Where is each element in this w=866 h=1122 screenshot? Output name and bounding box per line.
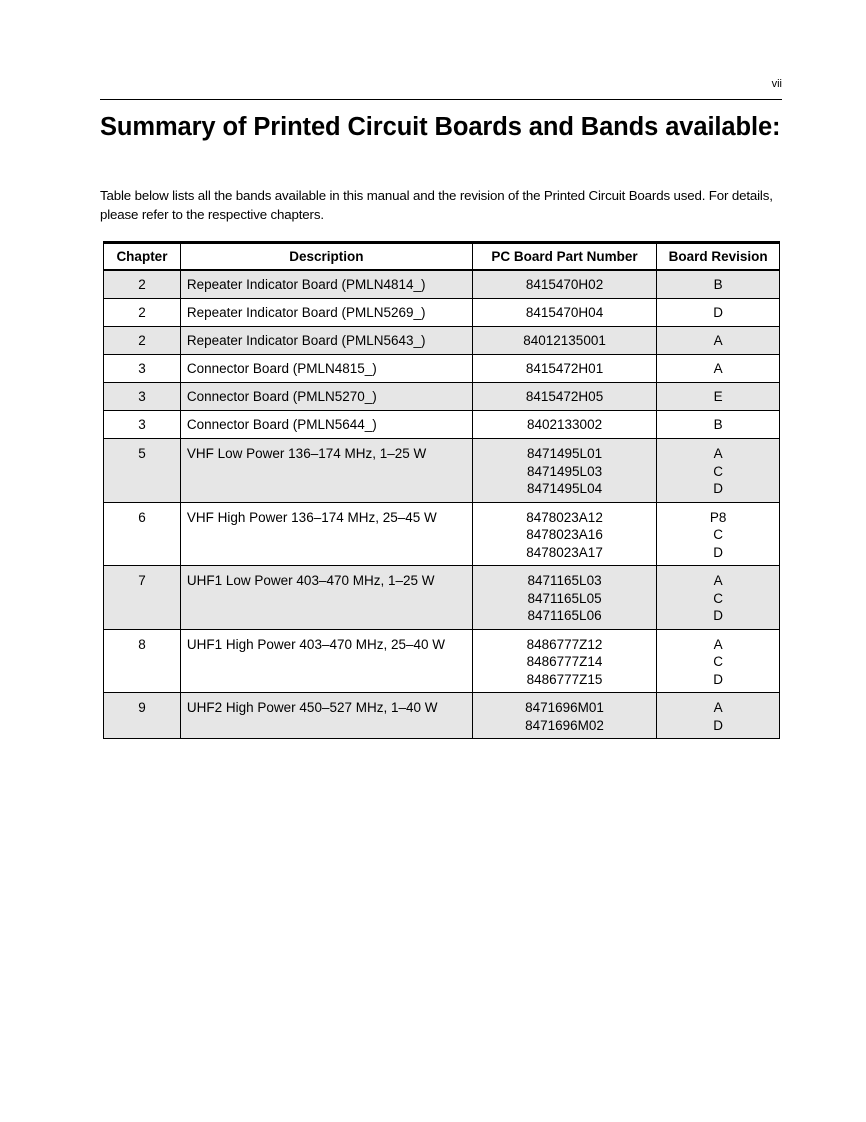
cell-description: VHF Low Power 136–174 MHz, 1–25 W (180, 439, 472, 503)
table-row (104, 327, 780, 355)
part-number-value: 8486777Z14 (526, 654, 603, 669)
part-number-value: 8486777Z15 (526, 671, 603, 687)
board-revision-value: A (713, 700, 723, 715)
part-number-value: 8471165L05 (527, 590, 602, 606)
cell-board-revision (657, 299, 780, 327)
part-number-value: 8471495L03 (527, 463, 603, 479)
header-description: Description (180, 243, 472, 271)
cell-description: UHF1 High Power 403–470 MHz, 25–40 W (180, 629, 472, 693)
cell-chapter: 8 (104, 629, 181, 693)
board-revision-value: A (713, 446, 723, 461)
cell-part-number (472, 566, 657, 630)
part-number-value: 8402133002 (527, 417, 603, 432)
cell-chapter: 3 (104, 411, 181, 439)
part-number-value: 8415472H05 (525, 389, 604, 404)
part-number-value: 8415470H04 (525, 305, 604, 320)
table-row (104, 355, 780, 383)
cell-board-revision (657, 502, 780, 566)
part-number-value: 8478023A17 (526, 544, 603, 560)
table-row (104, 629, 780, 693)
board-revision-value: D (713, 305, 724, 320)
header-part-number: PC Board Part Number (472, 243, 657, 271)
cell-description: UHF2 High Power 450–527 MHz, 1–40 W (180, 693, 472, 739)
cell-chapter: 2 (104, 270, 181, 299)
cell-part-number (472, 693, 657, 739)
board-revision-value: A (713, 361, 723, 376)
cell-part-number (472, 327, 657, 355)
cell-board-revision (657, 270, 780, 299)
board-revision-value: C (713, 590, 724, 606)
cell-chapter: 6 (104, 502, 181, 566)
header-chapter: Chapter (104, 243, 181, 271)
part-number-value: 8486777Z12 (526, 636, 603, 652)
part-number-value: 8471165L06 (527, 608, 602, 623)
cell-chapter: 2 (104, 299, 181, 327)
cell-description: Repeater Indicator Board (PMLN5643_) (180, 327, 472, 355)
cell-part-number (472, 411, 657, 439)
board-revision-value: A (713, 636, 723, 652)
part-number-value: 8471165L03 (527, 573, 602, 588)
table-row (104, 502, 780, 566)
part-number-value: 8471495L04 (527, 481, 603, 496)
intro-paragraph: Table below lists all the bands available in this manual and the revision of the Printed Circuit Boards used. For details, please refer to the respective chapters. (100, 188, 773, 222)
board-revision-value: P8 (709, 509, 727, 525)
cell-board-revision (657, 355, 780, 383)
part-number-value: 8471696M02 (525, 717, 604, 733)
part-number-value: 8478023A16 (526, 527, 603, 542)
board-revision-value: C (713, 463, 724, 479)
cell-board-revision (657, 327, 780, 355)
cell-description: Connector Board (PMLN5644_) (180, 411, 472, 439)
board-revision-value: A (713, 333, 723, 348)
cell-part-number (472, 355, 657, 383)
header-board-revision: Board Revision (657, 243, 780, 271)
header-rule (100, 99, 782, 100)
cell-description: Repeater Indicator Board (PMLN4814_) (180, 270, 472, 299)
board-revision-value: C (713, 527, 724, 542)
cell-chapter: 3 (104, 355, 181, 383)
cell-board-revision (657, 629, 780, 693)
cell-part-number (472, 629, 657, 693)
cell-chapter: 3 (104, 383, 181, 411)
part-number-value: 8415472H01 (525, 361, 604, 376)
cell-description: UHF1 Low Power 403–470 MHz, 1–25 W (180, 566, 472, 630)
cell-description: VHF High Power 136–174 MHz, 25–45 W (180, 502, 472, 566)
cell-board-revision (657, 566, 780, 630)
page-number: vii (771, 78, 782, 90)
table-body (104, 270, 780, 739)
part-number-value: 8478023A12 (526, 509, 603, 525)
board-revision-value: A (713, 573, 723, 588)
cell-description: Repeater Indicator Board (PMLN5269_) (180, 299, 472, 327)
cell-part-number (472, 439, 657, 503)
cell-board-revision (657, 383, 780, 411)
part-number-value: 8471696M01 (525, 700, 604, 715)
board-revision-value: D (713, 671, 724, 687)
board-revision-value: D (713, 608, 724, 623)
board-revision-value: D (713, 717, 724, 733)
cell-part-number (472, 299, 657, 327)
table-row (104, 566, 780, 630)
cell-chapter: 2 (104, 327, 181, 355)
table-row (104, 439, 780, 503)
cell-part-number (472, 383, 657, 411)
board-revision-value: B (713, 417, 723, 432)
part-number-value: 8415470H02 (525, 277, 604, 292)
pcb-summary-table (103, 241, 780, 739)
table-row (104, 693, 780, 739)
board-revision-value: C (713, 654, 724, 669)
table-row (104, 411, 780, 439)
cell-board-revision (657, 411, 780, 439)
cell-chapter: 5 (104, 439, 181, 503)
board-revision-value: D (713, 481, 724, 496)
cell-board-revision (657, 693, 780, 739)
cell-part-number (472, 270, 657, 299)
cell-description: Connector Board (PMLN4815_) (180, 355, 472, 383)
cell-description: Connector Board (PMLN5270_) (180, 383, 472, 411)
part-number-value: 84012135001 (523, 333, 606, 348)
board-revision-value: B (713, 277, 723, 292)
table-row (104, 383, 780, 411)
part-number-value: 8471495L01 (527, 446, 603, 461)
board-revision-value: E (713, 389, 723, 404)
cell-board-revision (657, 439, 780, 503)
table-header-row (104, 243, 780, 271)
table-row (104, 270, 780, 299)
page-title: Summary of Printed Circuit Boards and Bands available: (100, 113, 781, 141)
cell-chapter: 7 (104, 566, 181, 630)
board-revision-value: D (713, 544, 724, 560)
cell-chapter: 9 (104, 693, 181, 739)
cell-part-number (472, 502, 657, 566)
table-row (104, 299, 780, 327)
